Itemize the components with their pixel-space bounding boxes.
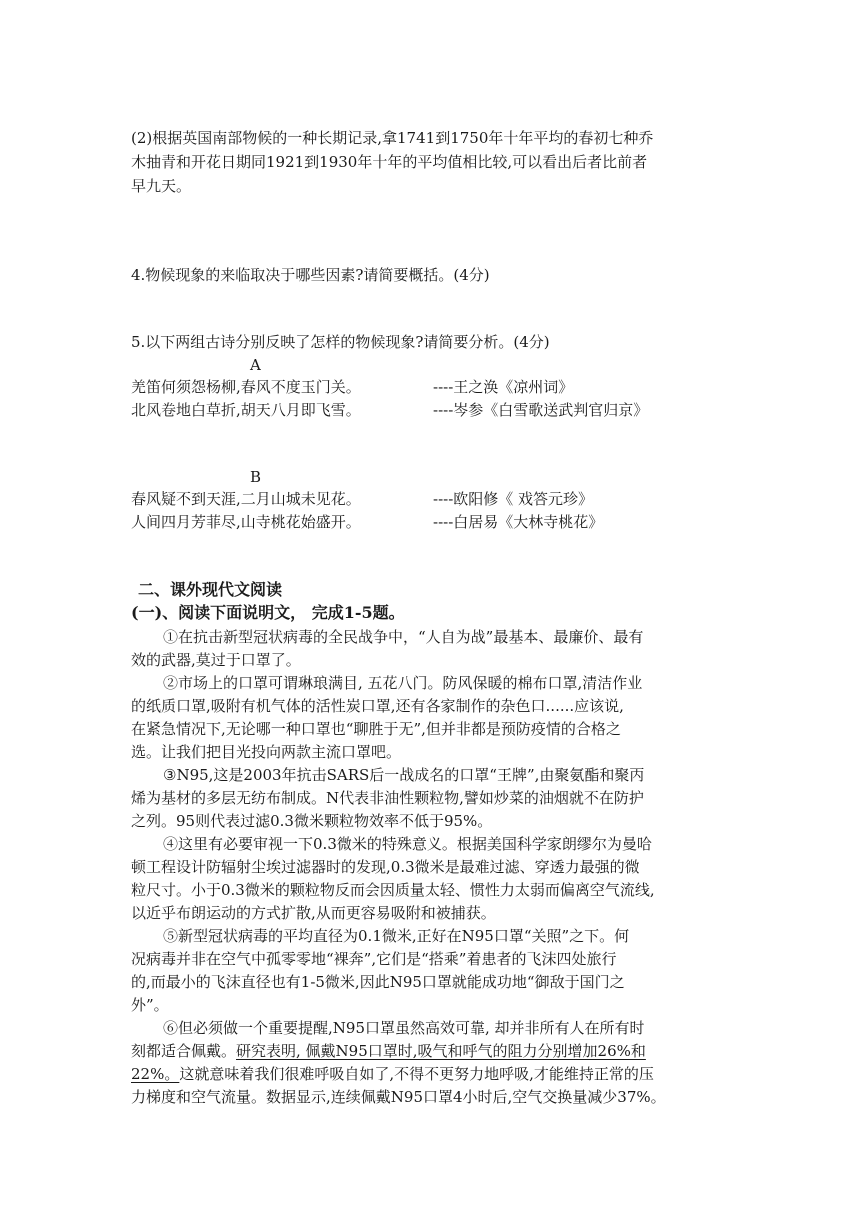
p4-line-4: 以近乎布朗运动的方式扩散,从而更容易吸附和被捕获。 <box>131 904 496 922</box>
p1-line-1: ①在抗击新型冠状病毒的全民战争中，“人自为战”最基本、最廉价、最有 <box>163 628 644 646</box>
p4-line-3: 粒尺寸。小于0.3微米的颗粒物反而会因质量太轻、惯性力太弱而偏离空气流线, <box>131 881 655 899</box>
p6-line-2 <box>131 1041 646 1061</box>
p2-line-3: 在紧急情况下,无论哪一种口罩也“聊胜于无”,但并非都是预防疫情的合格之 <box>131 720 621 738</box>
p2-line-4: 选。让我们把目光投向两款主流口罩吧。 <box>131 743 402 761</box>
poem-b1-source: ----欧阳修《 戏答元珍》 <box>433 490 594 508</box>
item2-line-2: 木抽青和开花日期同1921到1930年十年的平均值相比较,可以看出后者比前者 <box>131 153 648 171</box>
group-b-label: B <box>250 468 262 486</box>
p6-line-3-text: 这就意味着我们很难呼吸自如了,不得不更努力地呼吸,才能维持正常的压 <box>179 1065 654 1083</box>
p3-line-3: 之列。95则代表过滤0.3微米颗粒物效率不低于95%。 <box>131 812 493 830</box>
p5-line-2: 况病毒并非在空气中孤零零地“裸奔”,它们是“搭乘”着患者的飞沫四处旅行 <box>131 950 617 968</box>
p4-line-2: 顿工程设计防辐射尘埃过滤器时的发现,0.3微米是最难过滤、穿透力最强的微 <box>131 858 640 876</box>
group-a-label: A <box>250 356 261 374</box>
poem-b2-verse: 人间四月芳菲尽,山寺桃花始盛开。 <box>131 513 361 531</box>
section-title: 二、课外现代文阅读 <box>138 580 283 599</box>
poem-b2-source: ----白居易《大林寺桃花》 <box>433 513 604 531</box>
poem-a1-verse: 羌笛何须怨杨柳,春风不度玉门关。 <box>131 378 361 396</box>
p3-line-2: 烯为基材的多层无纺布制成。N代表非油性颗粒物,譬如炒菜的油烟就不在防护 <box>131 789 644 807</box>
p4-line-1: ④这里有必要审视一下0.3微米的特殊意义。根据美国科学家朗缪尔为曼哈 <box>163 835 652 853</box>
p6-underlined-research: 研究表明, 佩戴N95口罩时,吸气和呼气的阻力分别增加26%和 <box>236 1042 646 1060</box>
question-4: 4.物候现象的来临取决于哪些因素?请简要概括。(4分) <box>131 266 490 284</box>
p2-line-2: 的纸质口罩,吸附有机气体的活性炭口罩,还有各家制作的杂色口......应该说, <box>131 697 624 715</box>
p5-line-1: ⑤新型冠状病毒的平均直径为0.1微米,正好在N95口罩“关照”之下。何 <box>163 927 630 945</box>
p5-line-4: 外”。 <box>131 996 169 1014</box>
poem-a2-verse: 北风卷地白草折,胡天八月即飞雪。 <box>131 401 361 419</box>
poem-b1-verse: 春风疑不到天涯,二月山城未见花。 <box>131 490 361 508</box>
p2-line-1: ②市场上的口罩可谓琳琅满目, 五花八门。防风保暖的棉布口罩,清洁作业 <box>163 674 643 692</box>
item2-line-3: 早九天。 <box>131 177 192 195</box>
p3-line-1: ③N95,这是2003年抗击SARS后一战成名的口罩“王牌”,由聚氨酯和聚丙 <box>163 766 645 784</box>
p6-line-4: 力梯度和空气流量。数据显示,连续佩戴N95口罩4小时后,空气交换量减少37%。 <box>131 1088 666 1106</box>
p6-underlined-percent: 22%。 <box>131 1065 180 1083</box>
item2-line-1: (2)根据英国南部物候的一种长期记录,拿1741到1750年十年平均的春初七种乔 <box>131 129 654 147</box>
p1-line-2: 效的武器,莫过于口罩了。 <box>131 651 301 669</box>
question-5: 5.以下两组古诗分别反映了怎样的物候现象?请简要分析。(4分) <box>131 333 550 351</box>
p6-line-2-text: 刻都适合佩戴。 <box>131 1042 237 1060</box>
poem-a2-source: ----岑参《白雪歌送武判官归京》 <box>433 401 649 419</box>
p6-line-3 <box>131 1064 654 1084</box>
p5-line-3: 的,而最小的飞沫直径也有1-5微米,因此N95口罩就能成功地“御敌于国门之 <box>131 973 625 991</box>
section-subtitle: (一)、阅读下面说明文， 完成1-5题。 <box>131 603 405 622</box>
p6-line-1: ⑥但必须做一个重要提醒,N95口罩虽然高效可靠, 却并非所有人在所有时 <box>163 1019 645 1037</box>
poem-a1-source: ----王之涣《凉州词》 <box>433 378 574 396</box>
